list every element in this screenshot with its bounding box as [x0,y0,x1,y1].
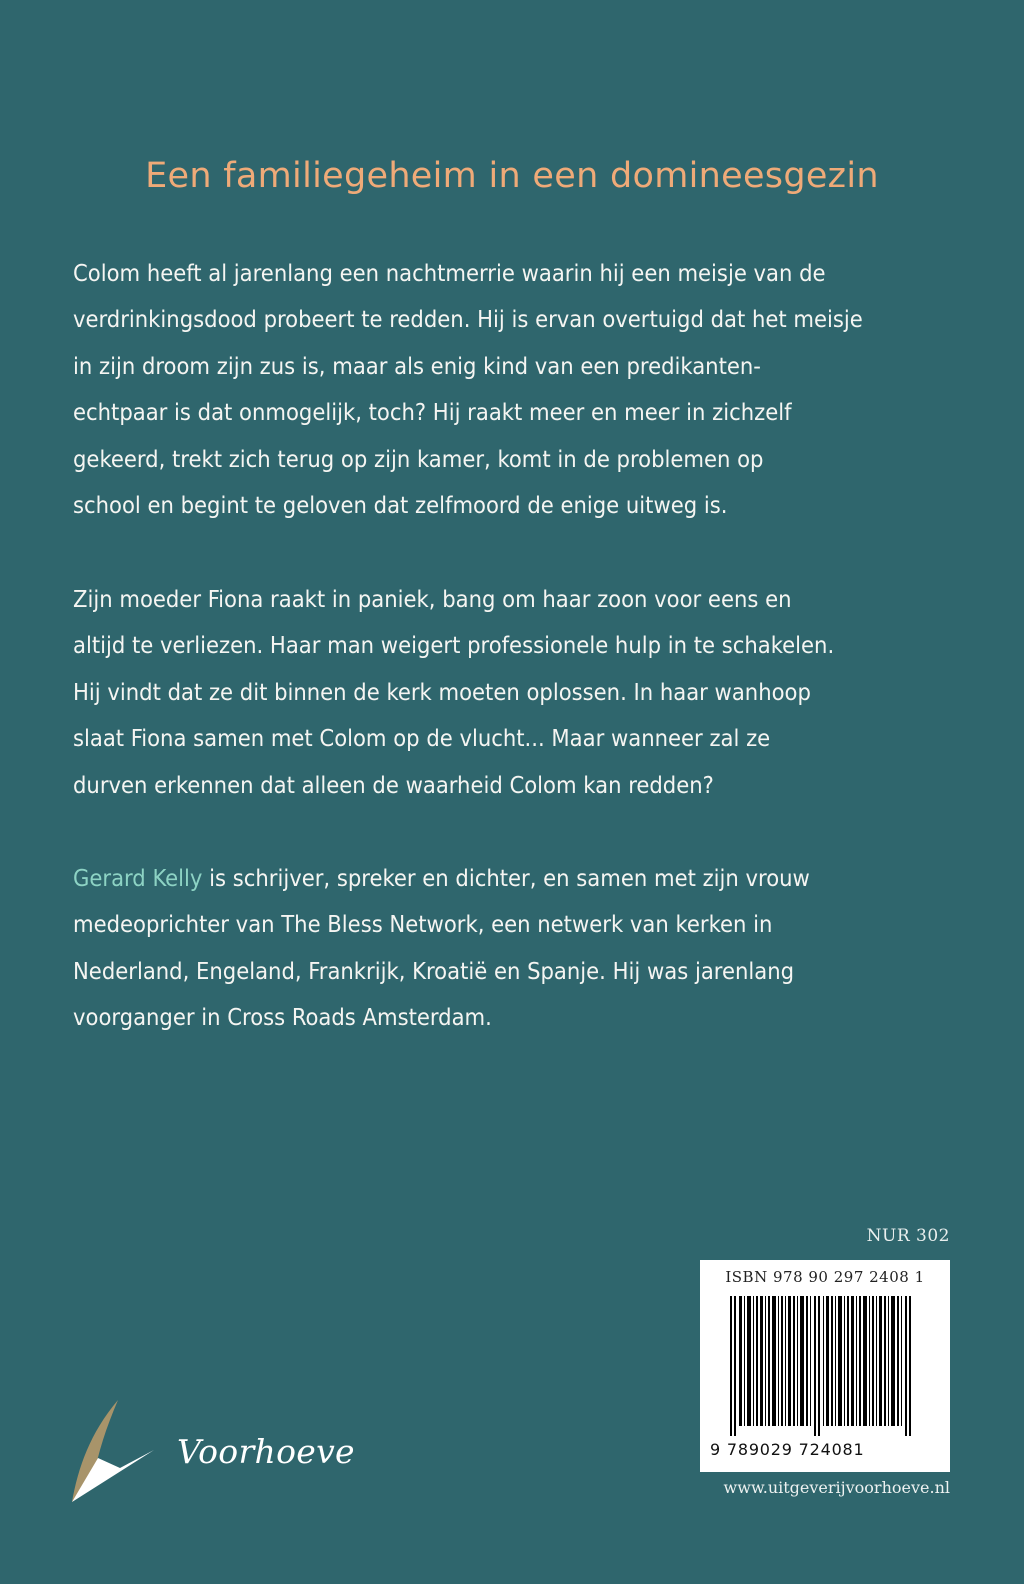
text-line: verdrinkingsdood probeert te redden. Hij is ervan overtuigd dat het meisje [73,305,863,334]
text-line: altijd te verliezen. Haar man weigert professionele hulp in te schakelen. [73,631,835,660]
feather-quill-icon [68,1398,168,1508]
isbn-barcode-box [700,1260,950,1472]
text-line: voorganger in Cross Roads Amsterdam. [73,1003,492,1032]
text-line: school en begint te geloven dat zelfmoord de enige uitweg is. [73,491,728,520]
text-line: gekeerd, trekt zich terug op zijn kamer, komt in de problemen op [73,444,764,473]
publisher-logo-text: Voorhoeve [177,1432,355,1471]
isbn-number: ISBN 978 90 297 2408 1 [725,1268,925,1286]
publisher-website: www.uitgeverijvoorhoeve.nl [723,1478,950,1497]
synopsis-paragraph-2 [73,576,963,808]
text-line [73,855,963,901]
nur-code: NUR 302 [866,1226,950,1246]
author-bio-first-line: is schrijver, spreker en dichter, en samen met zijn vrouw [202,864,810,892]
barcode-icon [730,1296,920,1436]
text-line: durven erkennen dat alleen de waarheid Colom kan redden? [73,770,714,799]
headline: Een familiegeheim in een domineesgezin [145,156,879,196]
text-line: Zijn moeder Fiona raakt in paniek, bang om haar zoon voor eens en [73,585,792,613]
text-line: echtpaar is dat onmogelijk, toch? Hij raakt meer en meer in zichzelf [73,398,792,427]
author-bio [73,855,963,1041]
barcode-digits: 9 789029 724081 [710,1440,865,1459]
text-line: Hij vindt dat ze dit binnen de kerk moeten oplossen. In haar wanhoop [73,677,811,706]
text-line: in zijn droom zijn zus is, maar als enig kind van een predikanten- [73,351,761,380]
author-name: Gerard Kelly [73,864,203,892]
text-line: medeoprichter van The Bless Network, een netwerk van kerken in [73,910,773,939]
text-line: slaat Fiona samen met Colom op de vlucht... Maar wanneer zal ze [73,724,771,753]
text-line: Colom heeft al jarenlang een nachtmerrie waarin hij een meisje van de [73,259,826,287]
synopsis-paragraph-1 [73,250,963,528]
text-line: Nederland, Engeland, Frankrijk, Kroatië en Spanje. Hij was jarenlang [73,956,795,985]
